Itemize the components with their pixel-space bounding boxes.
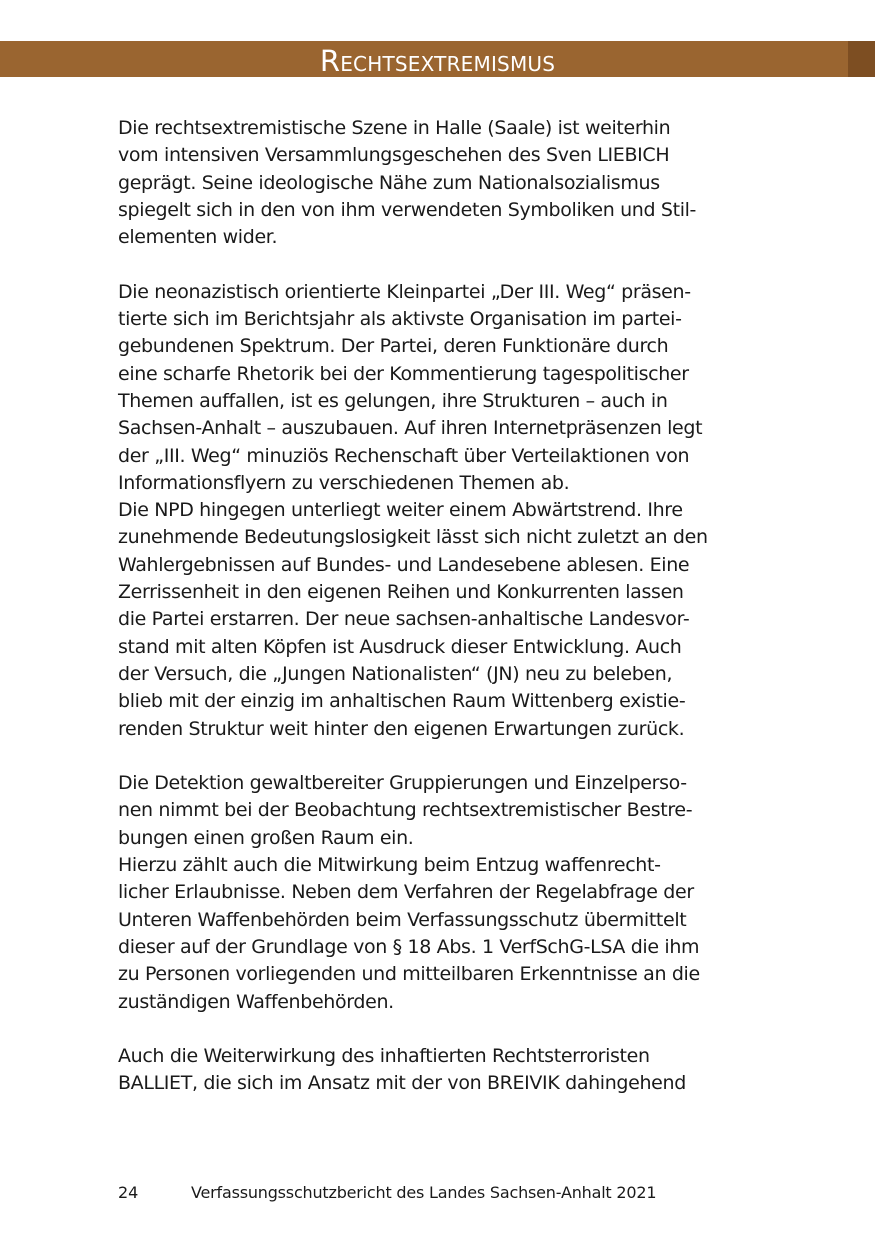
text-line: Themen auffallen, ist es gelungen, ihre Strukturen – auch in: [118, 389, 668, 412]
text-line: blieb mit der einzig im anhaltischen Raum Wittenberg existie-: [118, 690, 686, 713]
text-line: tierte sich im Berichtsjahr als aktivste Organisation im partei-: [118, 308, 682, 331]
text-line: bungen einen großen Raum ein.: [118, 826, 414, 849]
text-line: stand mit alten Köpfen ist Ausdruck dieser Entwicklung. Auch: [118, 635, 682, 658]
text-line: dieser auf der Grundlage von § 18 Abs. 1 VerfSchG-LSA die ihm: [118, 935, 700, 958]
text-line: Zerrissenheit in den eigenen Reihen und Konkurrenten lassen: [118, 581, 684, 604]
text-line: zuständigen Waffenbehörden.: [118, 990, 394, 1013]
text-line: nen nimmt bei der Beobachtung rechtsextremistischer Bestre-: [118, 799, 693, 822]
chapter-header-bar: [0, 41, 875, 77]
text-line: Auch die Weiterwirkung des inhaftierten Rechtsterroristen: [118, 1045, 650, 1068]
text-line: Sachsen-Anhalt – auszubauen. Auf ihren Internetpräsenzen legt: [118, 417, 703, 440]
text-line: vom intensiven Versammlungsgeschehen des Sven LIEBICH: [118, 144, 670, 167]
chapter-title: Rechtsextremismus: [319, 44, 556, 78]
text-line: Unteren Waffenbehörden beim Verfassungsschutz übermittelt: [118, 908, 687, 931]
text-line: eine scharfe Rhetorik bei der Kommentierung tagespolitischer: [118, 362, 689, 385]
paragraph-gap: [118, 251, 778, 278]
text-line: zunehmende Bedeutungslosigkeit lässt sich nicht zuletzt an den: [118, 526, 708, 549]
paragraph-gap: [118, 1016, 778, 1043]
text-line: BALLIET, die sich im Ansatz mit der von BREIVIK dahingehend: [118, 1072, 686, 1095]
body-text: [118, 115, 778, 1098]
text-line: Die Detektion gewaltbereiter Gruppierungen und Einzelperso-: [118, 772, 687, 795]
text-line: Wahlergebnissen auf Bundes- und Landesebene ablesen. Eine: [118, 553, 690, 576]
paragraph-gap: [118, 743, 778, 770]
text-line: Die NPD hingegen unterliegt weiter einem Abwärtstrend. Ihre: [118, 499, 683, 522]
text-line: Die rechtsextremistische Szene in Halle (Saale) ist weiterhin: [118, 117, 671, 139]
text-line: die Partei erstarren. Der neue sachsen-anhaltische Landesvor-: [118, 608, 690, 631]
text-line: der Versuch, die „Jungen Nationalisten“ (JN) neu zu beleben,: [118, 662, 673, 685]
paragraph-4: [118, 1043, 778, 1098]
text-line: Informationsflyern zu verschiedenen Themen ab.: [118, 471, 570, 494]
text-line: gebundenen Spektrum. Der Partei, deren Funktionäre durch: [118, 335, 669, 358]
page-number: 24: [118, 1183, 139, 1202]
text-line: renden Struktur weit hinter den eigenen Erwartungen zurück.: [118, 717, 685, 740]
paragraph-3: [118, 770, 778, 1016]
text-line: geprägt. Seine ideologische Nähe zum Nationalsozialismus: [118, 171, 660, 194]
paragraph-2: [118, 279, 778, 743]
text-line: elementen wider.: [118, 226, 278, 249]
text-line: licher Erlaubnisse. Neben dem Verfahren der Regelabfrage der: [118, 881, 694, 904]
publication-title: Verfassungsschutzbericht des Landes Sachsen-Anhalt 2021: [191, 1183, 657, 1202]
text-line: der „III. Weg“ minuziös Rechenschaft über Verteilaktionen von: [118, 444, 690, 467]
text-line: spiegelt sich in den von ihm verwendeten Symboliken und Stil-: [118, 198, 697, 221]
text-line: Die neonazistisch orientierte Kleinpartei „Der III. Weg“ präsen-: [118, 280, 691, 303]
text-line: zu Personen vorliegenden und mitteilbaren Erkenntnisse an die: [118, 963, 700, 986]
paragraph-1: [118, 115, 778, 251]
text-line: Hierzu zählt auch die Mitwirkung beim Entzug waffenrecht-: [118, 854, 661, 877]
